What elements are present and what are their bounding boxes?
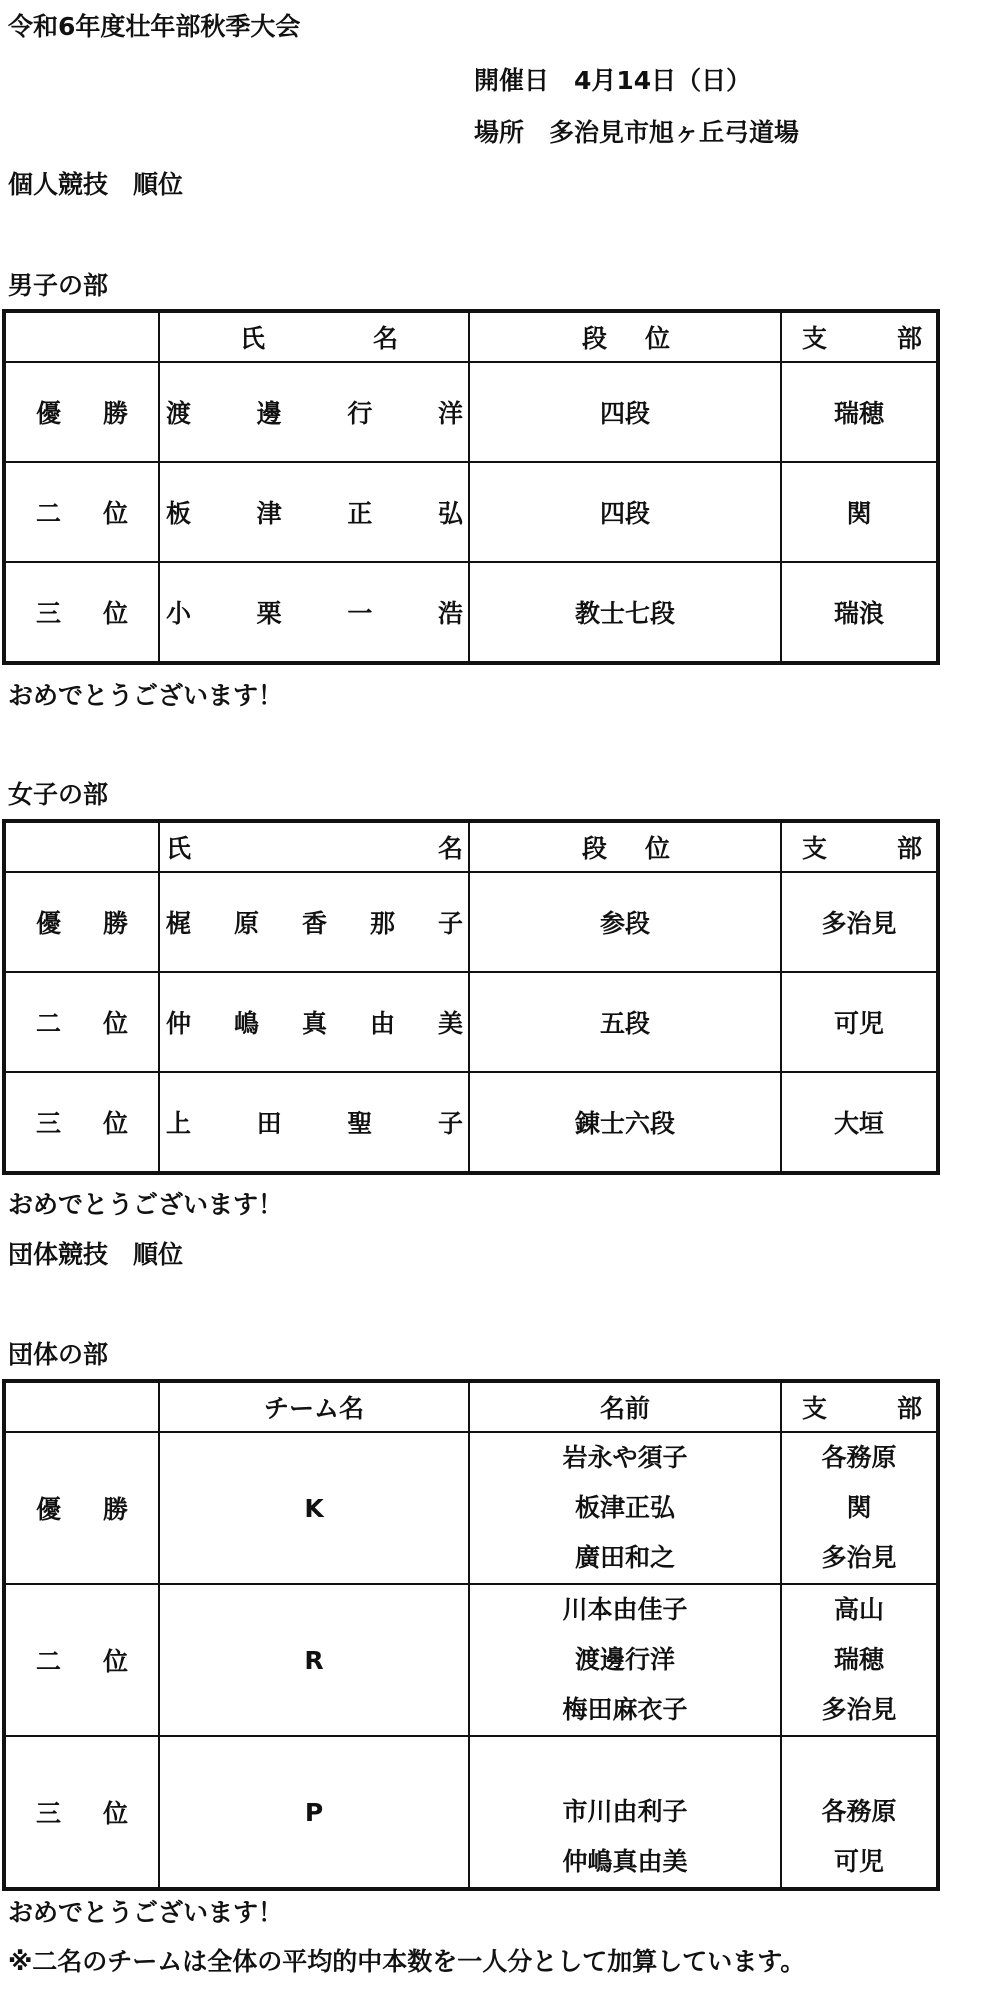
name-cell: 上 田 聖 子 — [159, 1072, 469, 1172]
table-row — [5, 362, 937, 462]
member-name: 渡邊行洋 — [574, 1645, 675, 1674]
header-members: 名前 — [469, 1382, 781, 1432]
rank-cell: 三 位 — [5, 562, 159, 662]
member-branch: 多治見 — [821, 1695, 897, 1724]
members-cell — [469, 1432, 781, 1584]
member-name: 岩永や須子 — [562, 1443, 688, 1472]
header-team-name: チーム名 — [159, 1382, 469, 1432]
table-header-row — [5, 312, 937, 362]
rank-cell: 優 勝 — [5, 1432, 159, 1584]
table-row — [5, 562, 937, 662]
members-cell — [469, 1584, 781, 1736]
dan-cell: 四段 — [469, 362, 781, 462]
name-cell: 渡 邊 行 洋 — [159, 362, 469, 462]
header-name: 氏 名 — [159, 822, 469, 872]
dan-cell: 参段 — [469, 872, 781, 972]
table-row — [5, 1072, 937, 1172]
rank-cell: 二 位 — [5, 972, 159, 1072]
rank-cell: 二 位 — [5, 462, 159, 562]
dan-cell: 四段 — [469, 462, 781, 562]
branch-cell: 可児 — [781, 972, 937, 1072]
member-name: 板津正弘 — [574, 1493, 675, 1522]
header-rank-cell — [5, 1382, 159, 1432]
rank-cell: 二 位 — [5, 1584, 159, 1736]
individual-heading: 個人競技 順位 — [8, 170, 184, 199]
member-branch — [782, 1737, 936, 1787]
branch-cell: 多治見 — [781, 872, 937, 972]
dan-cell: 錬士六段 — [469, 1072, 781, 1172]
table-header-row — [5, 822, 937, 872]
table-header-row — [5, 1382, 937, 1432]
member-name: 廣田和之 — [574, 1543, 675, 1572]
header-dan: 段 位 — [469, 312, 781, 362]
name-cell: 梶 原 香 那 子 — [159, 872, 469, 972]
branch-cell: 関 — [781, 462, 937, 562]
header-rank-cell — [5, 312, 159, 362]
members-cell — [469, 1736, 781, 1888]
member-name: 市川由利子 — [562, 1797, 688, 1826]
member-branch: 各務原 — [821, 1443, 897, 1472]
branch-cell: 瑞穂 — [781, 362, 937, 462]
event-place: 場所 多治見市旭ヶ丘弓道場 — [474, 118, 800, 147]
name-cell: 小 栗 一 浩 — [159, 562, 469, 662]
member-name: 川本由佳子 — [562, 1595, 688, 1624]
branches-cell — [781, 1584, 937, 1736]
branches-cell — [781, 1432, 937, 1584]
branch-cell: 大垣 — [781, 1072, 937, 1172]
header-rank-cell — [5, 822, 159, 872]
table-row — [5, 1736, 937, 1888]
table-row — [5, 462, 937, 562]
member-branch: 関 — [846, 1493, 872, 1522]
name-cell: 板 津 正 弘 — [159, 462, 469, 562]
women-results-table — [4, 821, 938, 1173]
branch-cell: 瑞浪 — [781, 562, 937, 662]
table-row — [5, 1584, 937, 1736]
header-branch: 支 部 — [781, 822, 937, 872]
men-results-table — [4, 311, 938, 663]
member-branch: 可児 — [833, 1847, 884, 1876]
team-results-table — [4, 1381, 938, 1889]
table-row — [5, 1432, 937, 1584]
member-name: 仲嶋真由美 — [562, 1847, 688, 1876]
rank-cell: 三 位 — [5, 1736, 159, 1888]
name-cell: 仲 嶋 真 由 美 — [159, 972, 469, 1072]
branches-cell — [781, 1736, 937, 1888]
member-branch: 高山 — [833, 1595, 884, 1624]
header-branch: 支 部 — [781, 1382, 937, 1432]
women-heading: 女子の部 — [8, 780, 109, 809]
member-branch: 瑞穂 — [833, 1645, 884, 1674]
team-cell: R — [159, 1584, 469, 1736]
congrats-team: おめでとうございます！ — [8, 1898, 284, 1927]
header-branch: 支 部 — [781, 312, 937, 362]
member-name — [470, 1737, 780, 1787]
team-heading-main: 団体競技 順位 — [8, 1240, 184, 1269]
member-name: 梅田麻衣子 — [562, 1695, 688, 1724]
event-date: 開催日 4月14日（日） — [474, 66, 752, 95]
men-heading: 男子の部 — [8, 271, 109, 300]
member-branch: 多治見 — [821, 1543, 897, 1572]
team-section-heading: 団体の部 — [8, 1340, 109, 1369]
team-cell: P — [159, 1736, 469, 1888]
table-row — [5, 972, 937, 1072]
dan-cell: 教士七段 — [469, 562, 781, 662]
dan-cell: 五段 — [469, 972, 781, 1072]
rank-cell: 三 位 — [5, 1072, 159, 1172]
member-branch: 各務原 — [821, 1797, 897, 1826]
rank-cell: 優 勝 — [5, 872, 159, 972]
header-name: 氏 名 — [159, 312, 469, 362]
table-row — [5, 872, 937, 972]
team-note: ※二名のチームは全体の平均的中本数を一人分として加算しています。 — [8, 1947, 806, 1976]
page-title: 令和6年度壮年部秋季大会 — [8, 12, 301, 41]
header-dan: 段 位 — [469, 822, 781, 872]
congrats-women: おめでとうございます！ — [8, 1190, 284, 1219]
rank-cell: 優 勝 — [5, 362, 159, 462]
team-cell: K — [159, 1432, 469, 1584]
congrats-men: おめでとうございます！ — [8, 681, 284, 710]
